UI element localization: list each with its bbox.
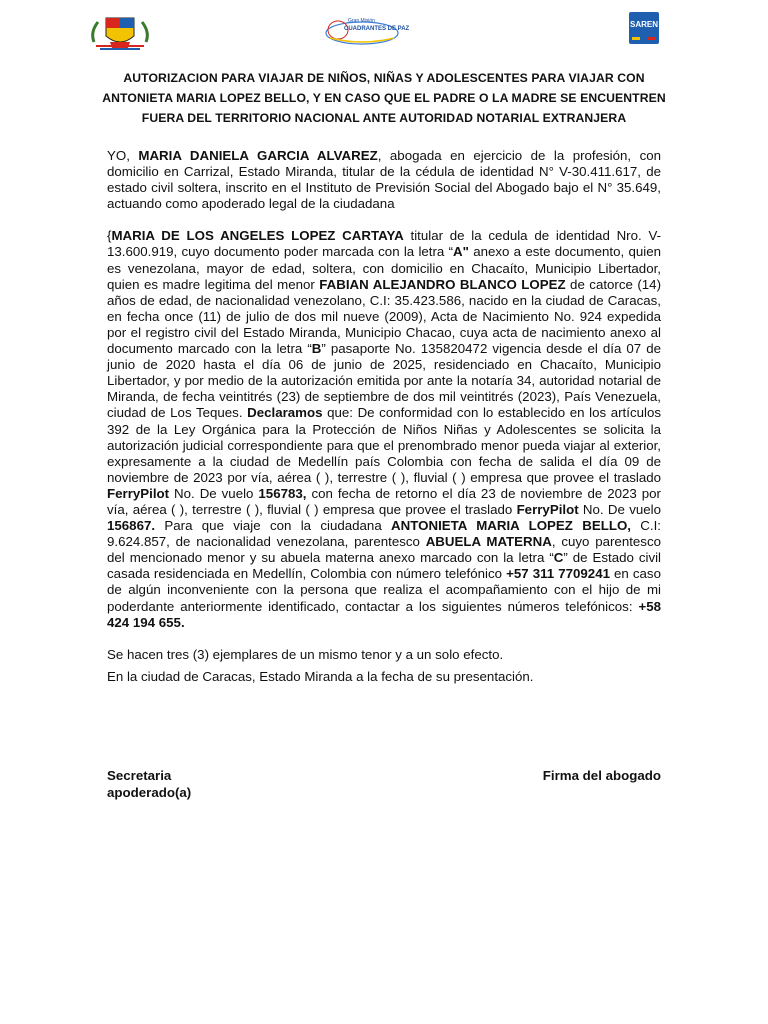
flight-number-return: 156867.: [107, 518, 156, 534]
lawyer-name: MARIA DANIELA GARCIA ALVAREZ: [138, 148, 378, 163]
paragraph-authorization: [107, 228, 661, 630]
minor-name: FABIAN ALEJANDRO BLANCO LOPEZ: [319, 276, 566, 292]
paragraph-declarant: [107, 148, 661, 212]
text-span: ” de Estado civil casada residenciada en Medellín, Colombia con número telefónico: [107, 550, 662, 582]
saren-logo-text: SAREN: [629, 20, 658, 29]
document-header: [0, 0, 768, 60]
text-span: ” pasaporte No. 135820472 vigencia desde el día 07 de junio de 2020 hasta el día 06 de junio de 2025, residenciado en Chacaíto, Municipio Libertador, y por medio de la autorización emitida por ante la notaría 34, autoridad notarial de Miranda, de fecha veintitrés (23) de septiembre de dos mil veintitrés (2023), País Venezuela, ciudad de Los Teques.: [107, 341, 661, 421]
text-span: titular de la cedula de identidad Nro. V-13.600.919, cuyo documento poder marcada con la letra “: [107, 228, 662, 260]
paragraph-copies: Se hacen tres (3) ejemplares de un mismo tenor y a un solo efecto.: [107, 646, 504, 662]
coat-of-arms-logo: [88, 12, 152, 52]
signature-right: Firma del abogado: [542, 768, 661, 783]
airline-name: FerryPilot: [107, 485, 170, 501]
declaramos-label: Declaramos: [247, 405, 323, 421]
annex-letter-b: B: [311, 341, 322, 357]
mother-name: MARIA DE LOS ANGELES LOPEZ CARTAYA: [111, 228, 404, 244]
airline-name: FerryPilot: [516, 501, 579, 517]
flight-number-outbound: 156783,: [258, 485, 307, 501]
signature-block: [107, 767, 661, 801]
text-span: YO,: [107, 148, 139, 163]
paragraph-place-date: En la ciudad de Caracas, Estado Miranda a la fecha de su presentación.: [107, 668, 534, 684]
relationship-label: ABUELA MATERNA: [425, 534, 552, 550]
text-span: C.I: 9.624.857, de nacionalidad venezolana, parentesco: [107, 518, 661, 550]
saren-flag-stripe: [632, 37, 656, 40]
text-span: {: [107, 228, 112, 244]
text-span: No. De vuelo: [169, 485, 259, 501]
document-title: AUTORIZACION PARA VIAJAR DE NIÑOS, NIÑAS Y ADOLESCENTES PARA VIAJAR CON ANTONIETA MARIA LOPEZ BELLO, Y EN CASO QUE EL PADRE O LA MADRE SE ENCUENTREN FUERA DEL TERRITORIO NACIONAL ANTE AUTORIDAD NOTARIAL EXTRANJERA: [102, 71, 666, 125]
logo-small-text: Gran Misión: [348, 18, 375, 24]
signature-left: Secretaria: [107, 768, 172, 783]
saren-logo: [629, 12, 659, 44]
text-span: de catorce (14) años de edad, de nacionalidad venezolano, C.I: 35.423.586, nacido en la ciudad de Caracas, en fecha once (11) de julio de dos mil nueve (2009), Acta de Nacimiento No. 924 expedida por el registro civil del Estado Miranda, Municipio Chacao, cuya acta de nacimiento anexo al documento marcado con la letra “: [107, 276, 662, 357]
logo-center-text: CUADRANTES DE PAZ: [344, 26, 410, 32]
text-span: con fecha de retorno el día 23 de noviembre de 2023 por vía, aérea ( ), terrestre ( ), fluvial ( ) empresa que provee el traslado: [107, 485, 661, 517]
signature-left-line2: apoderado(a): [107, 785, 192, 800]
text-span: , abogada en ejercicio de la profesión, con domicilio en Carrizal, Estado Miranda, titular de la cédula de identidad N° V-30.411.617, de estado civil soltera, inscrito en el Instituto de Previsión Social del Abogado bajo el N° 35.649, actuando como apoderado legal de la ciudadana: [107, 148, 662, 212]
companion-name: ANTONIETA MARIA LOPEZ BELLO,: [391, 518, 631, 534]
document-body: [107, 148, 661, 685]
text-span: anexo a este documento, quien es venezolana, mayor de edad, soltera, con domicilio en Chacaíto, Municipio Libertador, quien es madre legitima del menor: [107, 244, 662, 292]
text-span: Para que viaje con la ciudadana: [155, 518, 392, 534]
annex-letter-c: C: [553, 550, 564, 566]
contact-phone: +58 424 194 655.: [107, 598, 661, 630]
text-span: No. De vuelo: [578, 501, 662, 517]
text-span: que: De conformidad con lo establecido en los artículos 392 de la Ley Orgánica para la Protección de Niños Niñas y Adolescentes se solicita la autorización judicial correspondiente para que el prenombrado menor pueda viajar al exterior, expresamente a la ciudad de Medellín país Colombia con fecha de salida el día 09 de noviembre de 2023 por vía, aérea ( ), terrestre ( ), fluvial ( ) empresa que provee el traslado: [107, 405, 661, 485]
text-span: en caso de algún inconveniente con la persona que realiza el acompañamiento con el hijo de mi poderdante anteriormente identificado, contactar a los siguientes números telefónicos:: [107, 566, 661, 614]
text-span: , cuyo parentesco del mencionado menor y su abuela materna anexo marcado con la letra “: [107, 534, 661, 566]
companion-phone: +57 311 7709241: [506, 566, 610, 582]
annex-letter-a: A": [453, 244, 469, 260]
cuadrantes-de-paz-logo: [324, 16, 410, 46]
